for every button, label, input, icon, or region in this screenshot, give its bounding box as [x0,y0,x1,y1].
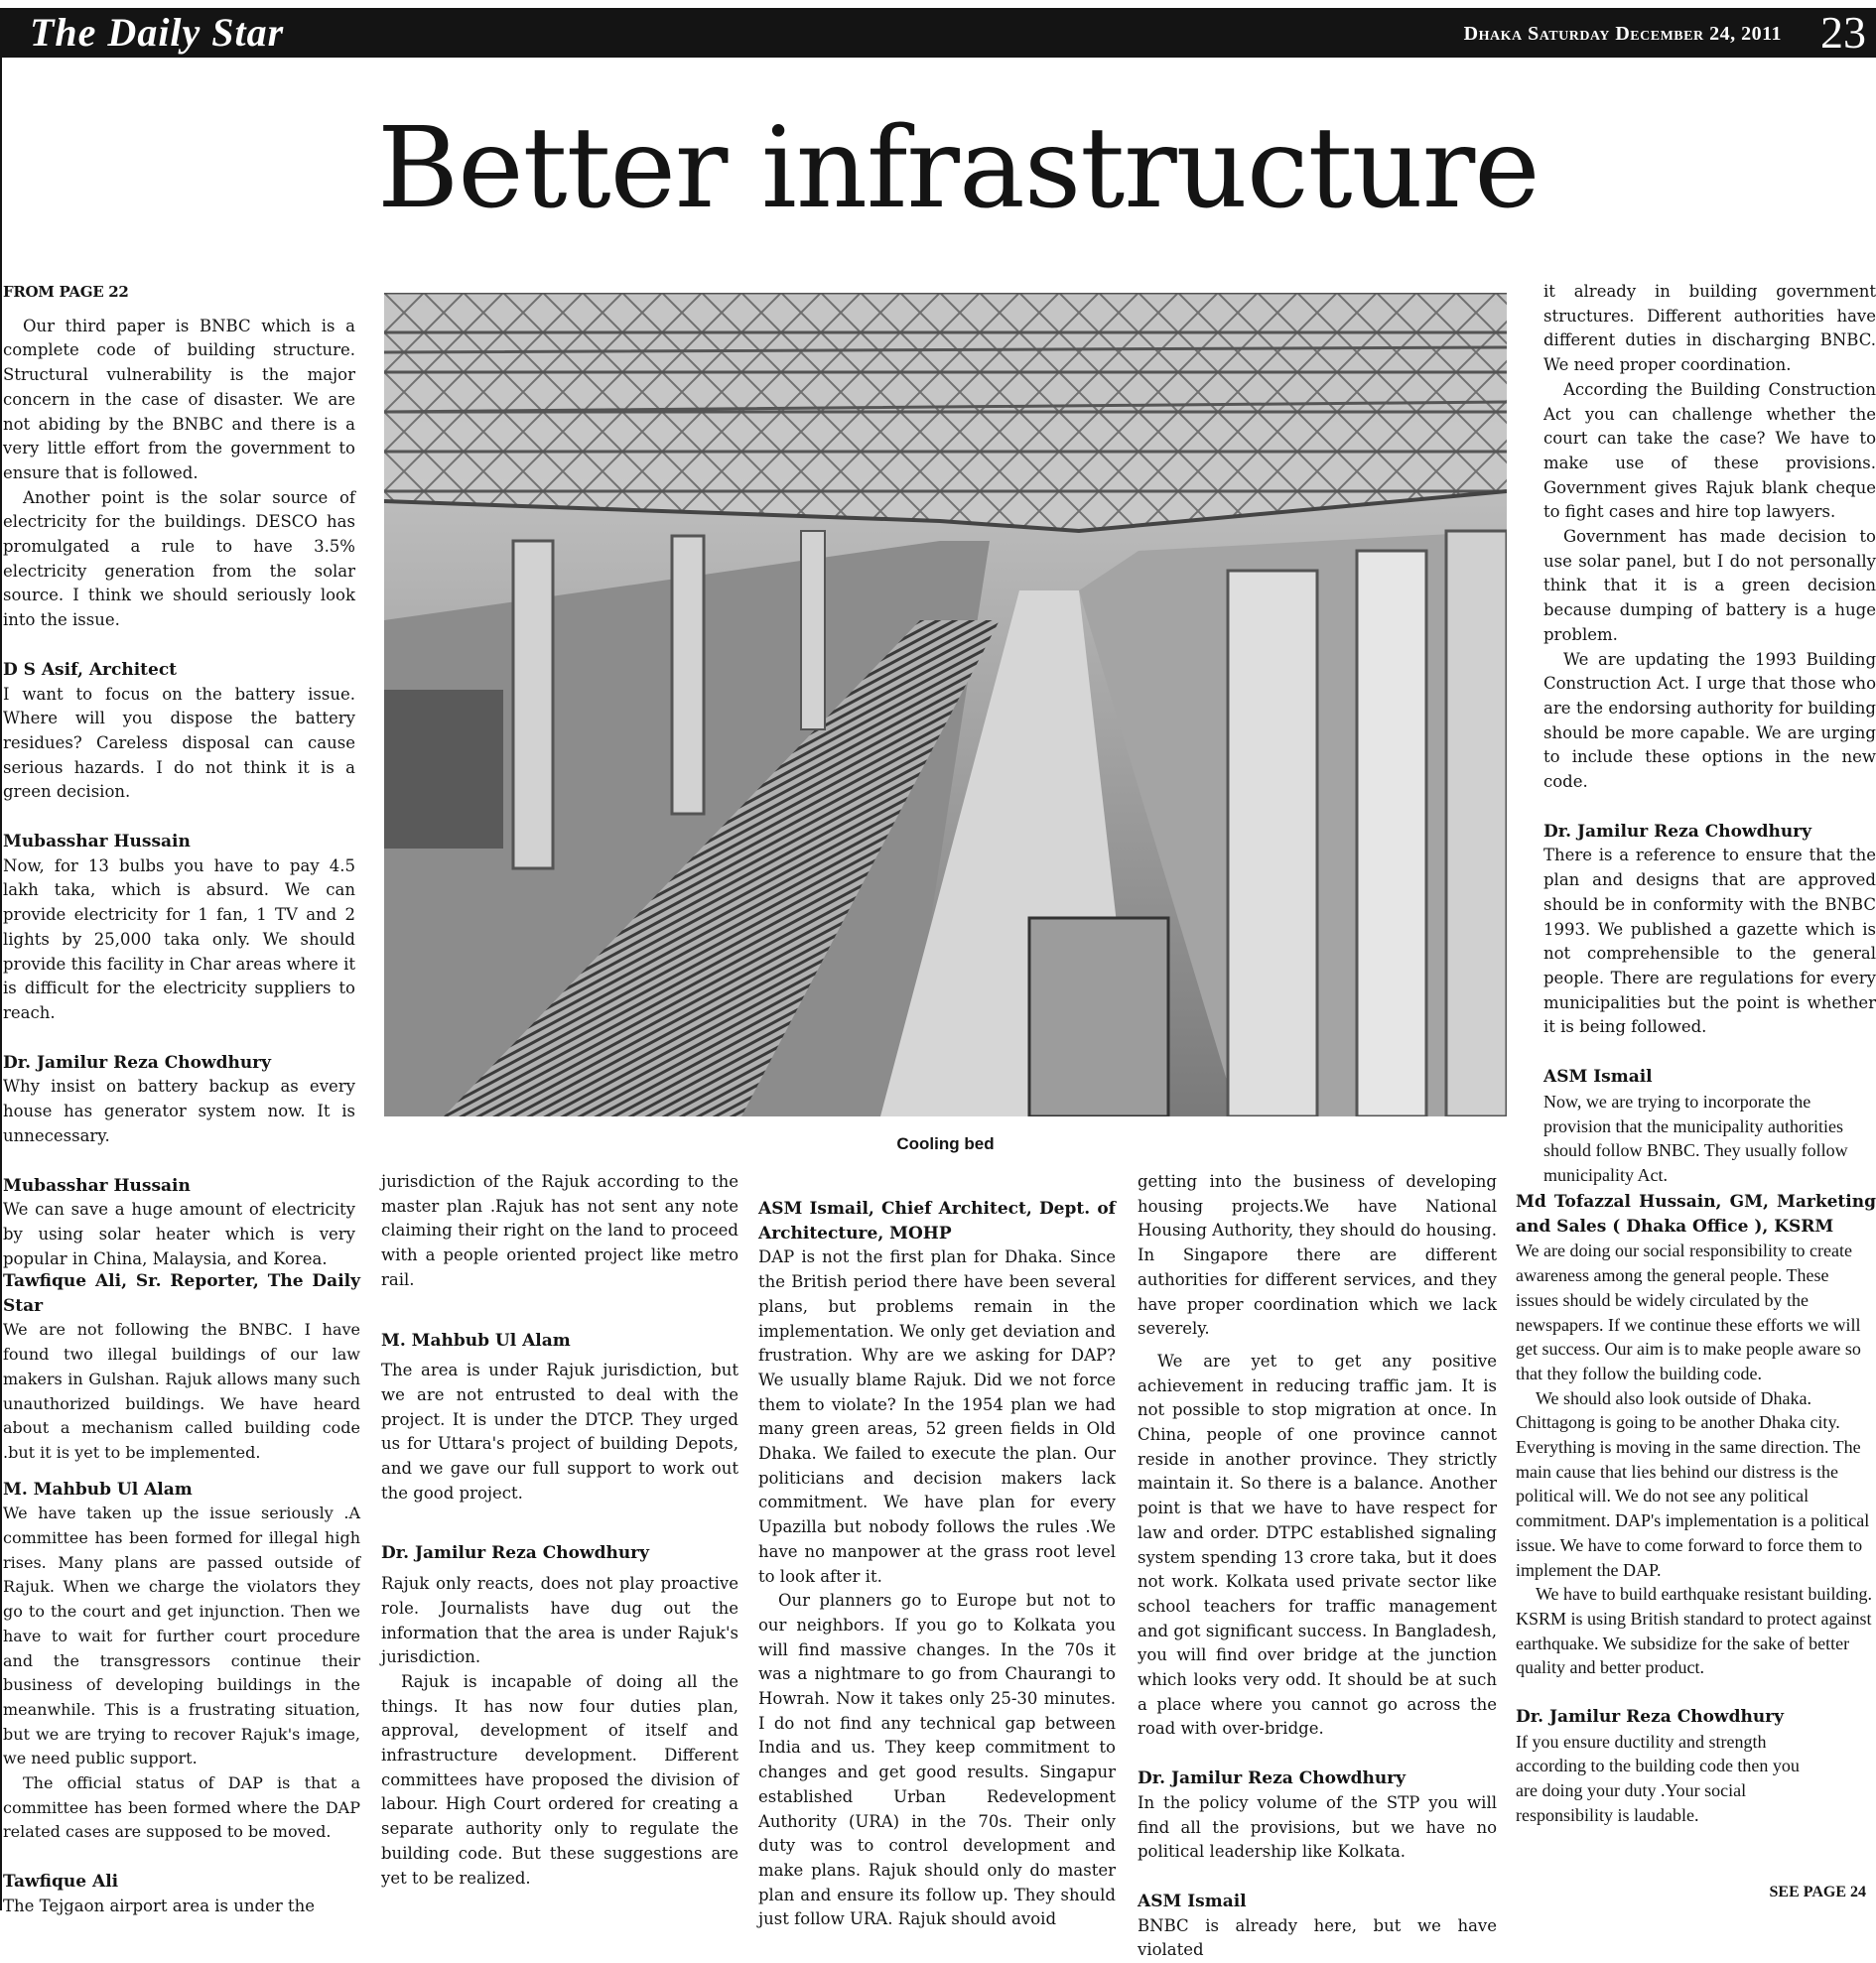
paragraph: We are not following the BNBC. I have found two illegal buildings of our law makers in Gulshan. Rajuk allows many such unauthorized buildings. We have heard about a mechanism called building code .but it is yet to be implemented. [3,1320,360,1462]
paragraph: We should also look outside of Dhaka. Chittagong is going to be another Dhaka city. Everything is moving in the same direction. The main cause that lies behind our distress is the political will. We do not see any political commitment. DAP's implementation is a political issue. We have to come forward to force them to implement the DAP. [1516,1387,1870,1580]
speaker-name: Tawfique Ali, Sr. Reporter, The Daily Star [3,1271,360,1316]
newspaper-logo: The Daily Star [30,10,285,55]
speaker-name: Dr. Jamilur Reza Chowdhury [1516,1707,1785,1728]
paragraph: it already in building government structures. Different authorities have different duties in discharging BNBC. We need proper coordination. [1543,282,1876,375]
paragraph: We can save a huge amount of electricity by using solar heater which is very popular in China, Malaysia, and Korea. [3,1200,355,1268]
paragraph: We are yet to get any positive achievement in reducing traffic jam. It is not possible to stop migration at once. In China, people of one province cannot reside in another province. They strictly maintain it. So there is a balance. Another point is that we have to have respect for law and order. DTPC established signaling system spending 13 crore taka, but it does not work. Kolkata used private sector like school teachers for traffic management and got significant success. In Bangladesh, you will find over bridge at the junction which looks very odd. It should be at such a place where you cannot go across the road with over-bridge. [1138,1351,1497,1739]
paragraph: Rajuk is incapable of doing all the things. It has now four duties plan, approval, development of itself and infrastructure development. Different committees have proposed the division of labour. High Court ordered for creating a separate authority only to regulate the building code. But these suggestions are yet to be realized. [381,1671,738,1888]
paragraph: Now, we are trying to incorporate the provision that the municipality authorities should follow BNBC. They usually follow municipality Act. [1543,1091,1848,1185]
headline: Better infrastructure [377,104,1540,233]
paragraph: Our third paper is BNBC which is a complete code of building structure. Structural vulnerability is the major concern in the case of disaster. We are not abiding by the BNBC and there is a very little effort from the government to ensure that is followed. [3,316,355,482]
column-left-upper [3,280,355,1271]
column-right-upper [1543,280,1876,1188]
paragraph: There is a reference to ensure that the plan and designs that are approved should be in conformity with the BNBC 1993. We published a gazette which is not comprehensible to the general people. There are regulations for every municipalities but the point is whether it is being followed. [1543,846,1876,1037]
column-left-lower [3,1269,360,1919]
paragraph: If you ensure ductility and strength according to the building code then you are doing your duty .Your social responsibility is laudable. [1516,1731,1800,1825]
cooling-bed-photo [384,293,1507,1116]
speaker-name: Mubasshar Hussain [3,1175,191,1196]
paragraph: Now, for 13 bulbs you have to pay 4.5 lakh taka, which is absurd. We can provide electricity for 1 fan, 1 TV and 2 lights by 25,000 taka only. We should provide this facility in Char areas where it is difficult for the electricity suppliers to reach. [3,855,355,1022]
photo-caption: Cooling bed [896,1134,995,1153]
column-b [381,1170,738,1891]
page-number: 23 [1820,7,1866,58]
speaker-name: Dr. Jamilur Reza Chowdhury [3,1052,272,1073]
paragraph: getting into the business of developing housing projects.We have National Housing Authority, they should do housing. In Singapore there are different authorities for different services, and they have proper coordination which we lack severely. [1138,1172,1497,1339]
factory-hall-illustration [384,293,1507,1116]
column-right-lower [1516,1190,1876,1828]
paragraph: According the Building Construction Act you can challenge whether the court can take the case? We have to make use of these provisions. Government gives Rajuk blank cheque to fight cases and hire top lawyers. [1543,379,1876,522]
speaker-name: Md Tofazzal Hussain, GM, Marketing and Sales ( Dhaka Office ), KSRM [1516,1192,1876,1237]
paragraph: The official status of DAP is that a committee has been formed where the DAP related cases are supposed to be moved. [3,1773,360,1842]
masthead-bar [0,8,1876,58]
paragraph: Rajuk only reacts, does not play proactive role. Journalists have dug out the information that the area is under Rajuk's jurisdiction. [381,1574,738,1667]
paragraph: BNBC is already here, but we have violated [1138,1915,1497,1960]
paragraph: DAP is not the first plan for Dhaka. Since the British period there have been several plans, but problems remain in the implementation. We only get deviation and frustration. Why are we asking for DAP? We usually blame Rajuk. Did we not force them to violate? In the 1954 plan we had many green areas, 52 green fields in Old Dhaka. We failed to execute the plan. Our politicians and decision makers lack commitment. We have plan for every Upazilla but nobody follows the rules .We have no manpower at the grass root level to look after it. [758,1247,1116,1586]
paragraph: We are updating the 1993 Building Construction Act. I urge that those who are the endorsing authority for building should be more capable. We are urging to include these options in the new code. [1543,649,1876,792]
speaker-name: ASM Ismail, Chief Architect, Dept. of Architecture, MOHP [758,1199,1116,1243]
left-border-rule [0,58,2,1910]
paragraph: Another point is the solar source of electricity for the buildings. DESCO has promulgated a rule to have 3.5% electricity generation from the solar source. I think we should seriously look into the issue. [3,487,355,630]
speaker-name: Mubasshar Hussain [3,832,191,852]
paragraph: We are doing our social responsibility to create awareness among the general people. These issues should be widely circulated by the newspapers. If we continue these efforts we will get success. Our aim is to make people aware so that they follow the building code. [1516,1241,1861,1383]
continued-from-kicker: FROM PAGE 22 [3,283,129,301]
column-c [758,1197,1116,1932]
paragraph: I want to focus on the battery issue. Where will you dispose the battery residues? Careless disposal can cause serious hazards. I do not think it is a green decision. [3,684,355,802]
speaker-name: D S Asif, Architect [3,659,178,680]
speaker-name: ASM Ismail [1543,1067,1653,1088]
speaker-name: Dr. Jamilur Reza Chowdhury [1543,821,1812,842]
paragraph: jurisdiction of the Rajuk according to the master plan .Rajuk has not sent any note claiming their right on the land to proceed with a people oriented project like metro rail. [381,1172,738,1289]
paragraph: In the policy volume of the STP you will find all the provisions, but we have no political leadership like Kolkata. [1138,1792,1497,1862]
speaker-name: ASM Ismail [1138,1891,1247,1911]
speaker-name: M. Mahbub Ul Alam [381,1330,571,1351]
paragraph: Our planners go to Europe but not to our neighbors. If you go to Kolkata you will find massive changes. In the 70s it was a nightmare to go from Chaurangi to Howrah. Now it takes only 25-30 minutes. I do not find any technical gap between India and us. They keep commitment to changes and get good results. Singapur established Urban Redevelopment Authority (URA) in the 70s. Their only duty was to control development and make plans. Rajuk should only do master plan and ensure its follow up. They should just follow URA. Rajuk should avoid [758,1591,1116,1929]
paragraph: Government has made decision to use solar panel, but I do not personally think that it is a green decision because dumping of battery is a huge problem. [1543,527,1876,644]
paragraph: The area is under Rajuk jurisdiction, but we are not entrusted to deal with the project. It is under the DTCP. They urged us for Uttara's project of building Depots, and we gave our full support to work out the good project. [381,1361,738,1503]
speaker-name: M. Mahbub Ul Alam [3,1479,193,1500]
speaker-name: Dr. Jamilur Reza Chowdhury [1138,1768,1407,1789]
speaker-name: Dr. Jamilur Reza Chowdhury [381,1543,650,1564]
paragraph: Why insist on battery backup as every house has generator system now. It is unnecessary. [3,1077,355,1145]
paragraph: We have taken up the issue seriously .A committee has been formed for illegal high rises. Many plans are passed outside of Rajuk. When we charge the violators they go to the court and get injunction. Then we have to wait for further court procedure and the transgressors continue their business of developing buildings in the meanwhile. This is a frustrating situation, but we are trying to recover Rajuk's image, we need public support. [3,1504,360,1768]
continued-on-link[interactable]: SEE PAGE 24 [1769,1884,1866,1900]
paragraph: The Tejgaon airport area is under the [3,1896,316,1915]
speaker-name: Tawfique Ali [3,1872,119,1893]
column-d [1138,1170,1497,1963]
paragraph: We have to build earthquake resistant building. KSRM is using British standard to protect against earthquake. We subsidize for the sake of better quality and better product. [1516,1584,1872,1678]
dateline: Dhaka Saturday December 24, 2011 [1463,23,1782,45]
